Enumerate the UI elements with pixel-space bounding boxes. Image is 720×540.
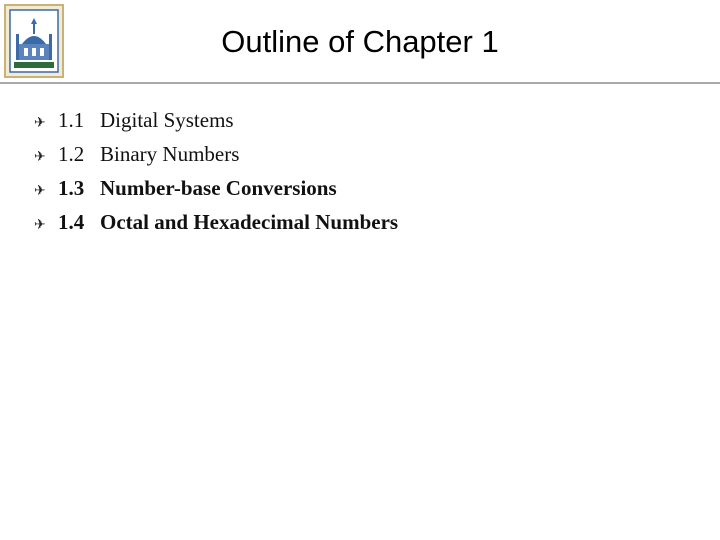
bullet-icon: ✈ [34,217,46,233]
outline-item [34,176,398,210]
outline-item-text: Number-base Conversions [100,176,337,200]
bullet-icon: ✈ [34,115,46,131]
outline-item-number: 1.1 [58,108,85,132]
title-divider [0,82,720,84]
chapter-outline-list [34,108,398,244]
slide-title [0,24,720,60]
outline-item-text: Digital Systems [100,108,234,132]
outline-item-text: Octal and Hexadecimal Numbers [100,210,399,234]
outline-item [34,142,398,176]
bullet-icon: ✈ [34,149,46,165]
outline-item [34,108,398,142]
outline-item-number: 1.4 [58,210,85,234]
outline-item-number: 1.3 [58,176,85,200]
outline-item [34,210,398,244]
slide-title-text: Outline of Chapter 1 [221,24,499,59]
bullet-icon: ✈ [34,183,46,199]
outline-item-number: 1.2 [58,142,85,166]
outline-item-text: Binary Numbers [100,142,240,166]
